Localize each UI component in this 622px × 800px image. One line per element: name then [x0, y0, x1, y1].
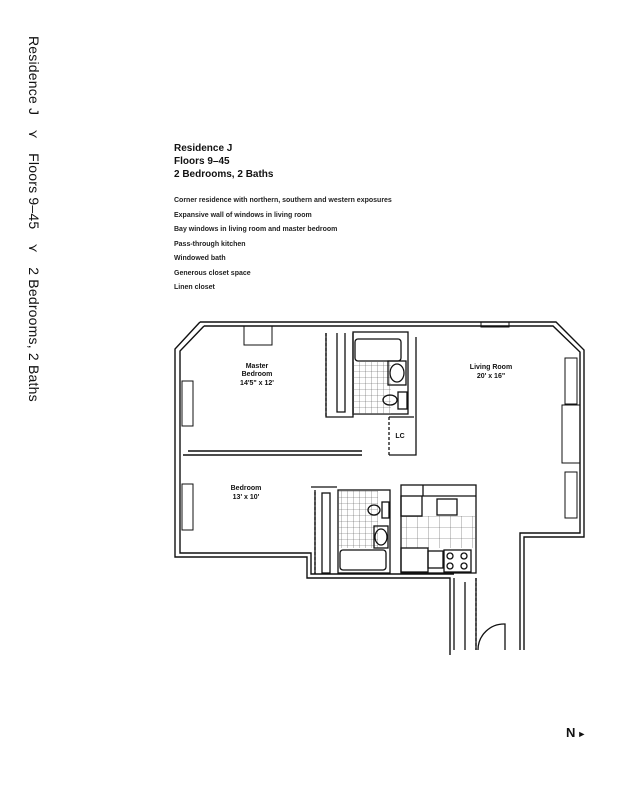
- master-bedroom-size: 14'5" x 12': [240, 380, 274, 387]
- second-bath: [311, 487, 390, 574]
- feature-item: Pass-through kitchen: [174, 240, 246, 248]
- north-indicator: [566, 725, 586, 740]
- master-bedroom-label-2: Bedroom: [241, 371, 273, 378]
- entry-door: [454, 578, 505, 650]
- feature-item: Generous closet space: [174, 269, 251, 277]
- feature-item: Bay windows in living room and master bedroom: [174, 226, 338, 233]
- kitchen: [401, 485, 476, 573]
- north-label: N: [566, 725, 576, 740]
- master-bath: [353, 332, 408, 414]
- living-room-label: Living Room: [469, 364, 513, 371]
- vertical-title-residence: Residence J: [26, 36, 42, 116]
- arrow-right-icon: ►: [577, 729, 587, 739]
- feature-item: Corner residence with northern, southern and western exposures: [174, 197, 392, 204]
- master-bedroom-label: Master: [245, 363, 269, 370]
- bedroom-size: 13' x 10': [232, 494, 260, 501]
- vertical-title-floors: Floors 9–45: [26, 153, 42, 230]
- feature-item: Expansive wall of windows in living room: [174, 211, 312, 219]
- living-room-size: 20' x 16": [476, 373, 506, 380]
- chevron-down-icon: ⋎: [26, 243, 41, 254]
- residence-rooms: 2 Bedrooms, 2 Baths: [174, 169, 274, 180]
- residence-title: Residence J: [174, 143, 233, 154]
- feature-item: Linen closet: [174, 284, 215, 291]
- feature-item: Windowed bath: [174, 255, 226, 262]
- bedroom-label: Bedroom: [230, 485, 262, 492]
- bedroom-divider-wall: [183, 451, 362, 455]
- residence-floors: Floors 9–45: [174, 156, 230, 167]
- linen-closet-label: LC: [395, 433, 405, 440]
- chevron-down-icon: ⋎: [26, 129, 41, 140]
- vertical-title-rooms: 2 Bedrooms, 2 Baths: [26, 267, 42, 402]
- master-closet: [326, 333, 353, 417]
